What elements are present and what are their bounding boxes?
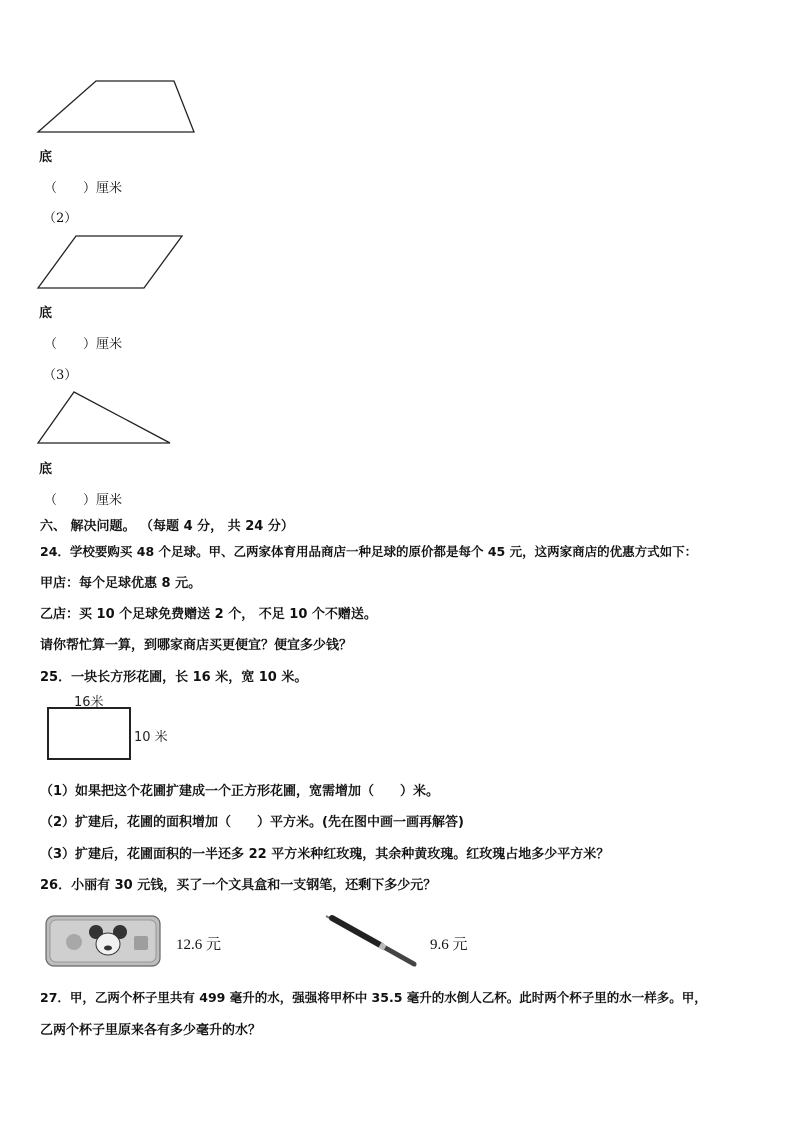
- answer-blank-2: （ ）厘米: [44, 337, 123, 352]
- fountain-pen-price: 9.6 元: [430, 937, 468, 953]
- section-heading: 六、 解决问题。 （每题 4 分， 共 24 分）: [40, 519, 294, 534]
- question-24-text: 24．学校要购买 48 个足球。甲、乙两家体育用品商店一种足球的原价都是每个 45 元，这两家商店的优惠方式如下：: [40, 544, 698, 559]
- trapezoid-figure: [36, 78, 198, 136]
- question-24-store-a: 甲店：每个足球优惠 8 元。: [40, 576, 202, 591]
- base-label-3: 底: [39, 462, 53, 477]
- question-26-text: 26．小丽有 30 元钱，买了一个文具盒和一支钢笔，还剩下多少元？: [40, 878, 437, 893]
- answer-blank-3: （ ）厘米: [44, 493, 123, 508]
- rectangle-length-label: 16米: [74, 695, 104, 710]
- answer-blank-1: （ ）厘米: [44, 181, 123, 196]
- question-25-sub1: （1）如果把这个花圃扩建成一个正方形花圃，宽需增加（ ）米。: [40, 784, 440, 799]
- figure-label-3: （3）: [43, 368, 78, 383]
- question-27-line1: 27．甲，乙两个杯子里共有 499 毫升的水，强强将甲杯中 35.5 毫升的水倒人乙杯。此时两个杯子里的水一样多。甲，: [40, 990, 707, 1005]
- figure-label-2: （2）: [43, 211, 78, 226]
- question-25-sub2: （2）扩建后，花圃的面积增加（ ）平方米。(先在图中画一画再解答): [40, 815, 464, 830]
- garden-rectangle: [47, 707, 131, 760]
- fountain-pen-image: [322, 912, 422, 970]
- question-24-store-b: 乙店：买 10 个足球免费赠送 2 个， 不足 10 个不赠送。: [40, 607, 377, 622]
- base-label-2: 底: [39, 306, 53, 321]
- question-25-sub3: （3）扩建后，花圃面积的一半还多 22 平方米种红玫瑰，其余种黄玫瑰。红玫瑰占地多少平方米？: [40, 847, 610, 862]
- pencil-case-price: 12.6 元: [176, 937, 222, 953]
- question-25-text: 25．一块长方形花圃，长 16 米，宽 10 米。: [40, 670, 308, 685]
- parallelogram-figure: [36, 234, 186, 290]
- triangle-figure: [36, 390, 174, 446]
- question-27-line2: 乙两个杯子里原来各有多少毫升的水？: [40, 1023, 262, 1038]
- rectangle-width-label: 10 米: [134, 730, 168, 745]
- base-label-1: 底: [39, 150, 53, 165]
- question-24-ask: 请你帮忙算一算，到哪家商店买更便宜？便宜多少钱？: [40, 638, 353, 653]
- pencil-case-image: [44, 910, 162, 970]
